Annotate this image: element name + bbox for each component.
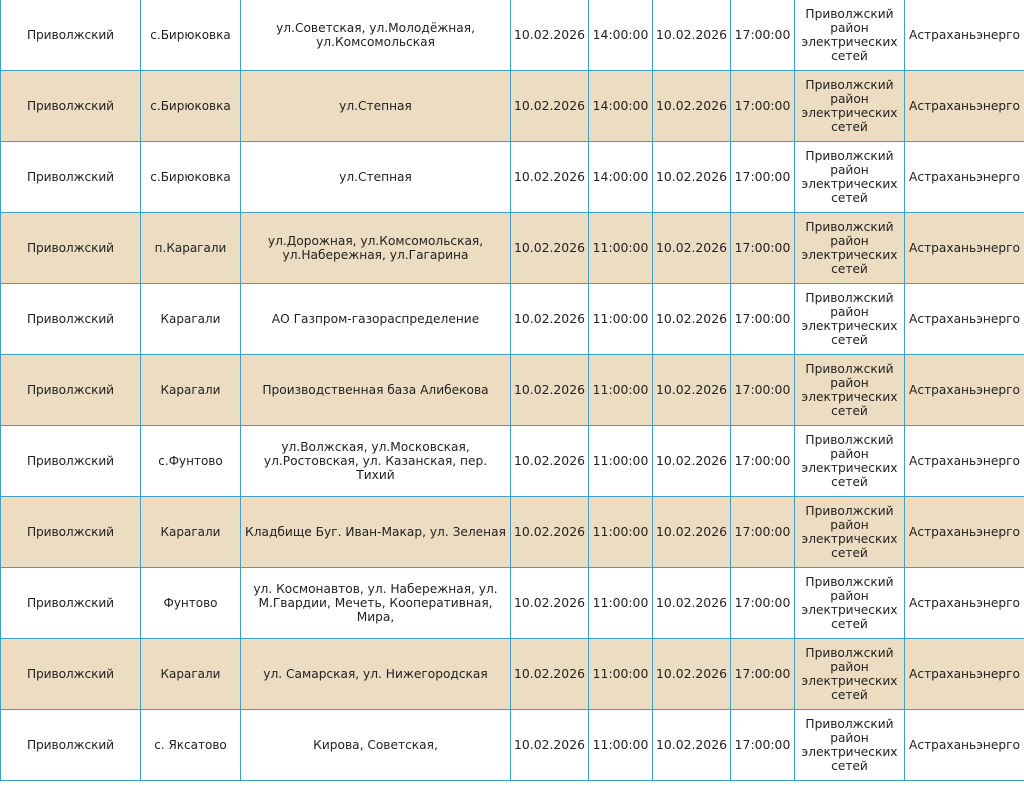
company-cell: Астраханьэнерго bbox=[905, 213, 1024, 284]
end-date-cell: 10.02.2026 bbox=[653, 639, 731, 710]
table-row bbox=[1, 0, 1024, 71]
end-time-cell: 17:00:00 bbox=[731, 0, 795, 71]
start-date-cell: 10.02.2026 bbox=[511, 0, 589, 71]
end-date-cell: 10.02.2026 bbox=[653, 355, 731, 426]
company-cell: Астраханьэнерго bbox=[905, 71, 1024, 142]
start-date-cell: 10.02.2026 bbox=[511, 355, 589, 426]
settlement-cell: с. Яксатово bbox=[141, 710, 241, 781]
end-time-cell: 17:00:00 bbox=[731, 639, 795, 710]
end-time-cell: 17:00:00 bbox=[731, 71, 795, 142]
start-date-cell: 10.02.2026 bbox=[511, 710, 589, 781]
organization-cell: Приволжский район электрических сетей bbox=[795, 426, 905, 497]
table-row bbox=[1, 710, 1024, 781]
table-row bbox=[1, 71, 1024, 142]
company-cell: Астраханьэнерго bbox=[905, 710, 1024, 781]
district-cell: Приволжский bbox=[1, 0, 141, 71]
end-date-cell: 10.02.2026 bbox=[653, 213, 731, 284]
end-time-cell: 17:00:00 bbox=[731, 284, 795, 355]
organization-cell: Приволжский район электрических сетей bbox=[795, 568, 905, 639]
end-date-cell: 10.02.2026 bbox=[653, 71, 731, 142]
table-row bbox=[1, 142, 1024, 213]
table-row bbox=[1, 355, 1024, 426]
district-cell: Приволжский bbox=[1, 426, 141, 497]
end-date-cell: 10.02.2026 bbox=[653, 284, 731, 355]
streets-cell: ул.Волжская, ул.Московская, ул.Ростовская, ул. Казанская, пер. Тихий bbox=[241, 426, 511, 497]
end-time-cell: 17:00:00 bbox=[731, 426, 795, 497]
start-time-cell: 14:00:00 bbox=[589, 0, 653, 71]
end-date-cell: 10.02.2026 bbox=[653, 497, 731, 568]
organization-cell: Приволжский район электрических сетей bbox=[795, 639, 905, 710]
streets-cell: АО Газпром-газораспределение bbox=[241, 284, 511, 355]
district-cell: Приволжский bbox=[1, 639, 141, 710]
start-date-cell: 10.02.2026 bbox=[511, 639, 589, 710]
table-row bbox=[1, 497, 1024, 568]
district-cell: Приволжский bbox=[1, 497, 141, 568]
organization-cell: Приволжский район электрических сетей bbox=[795, 710, 905, 781]
end-time-cell: 17:00:00 bbox=[731, 355, 795, 426]
company-cell: Астраханьэнерго bbox=[905, 284, 1024, 355]
start-time-cell: 11:00:00 bbox=[589, 568, 653, 639]
table-row bbox=[1, 284, 1024, 355]
streets-cell: ул. Самарская, ул. Нижегородская bbox=[241, 639, 511, 710]
start-date-cell: 10.02.2026 bbox=[511, 426, 589, 497]
district-cell: Приволжский bbox=[1, 355, 141, 426]
start-time-cell: 11:00:00 bbox=[589, 213, 653, 284]
district-cell: Приволжский bbox=[1, 568, 141, 639]
company-cell: Астраханьэнерго bbox=[905, 0, 1024, 71]
table-row bbox=[1, 639, 1024, 710]
organization-cell: Приволжский район электрических сетей bbox=[795, 284, 905, 355]
start-date-cell: 10.02.2026 bbox=[511, 568, 589, 639]
end-date-cell: 10.02.2026 bbox=[653, 568, 731, 639]
company-cell: Астраханьэнерго bbox=[905, 497, 1024, 568]
settlement-cell: Фунтово bbox=[141, 568, 241, 639]
table-row bbox=[1, 568, 1024, 639]
company-cell: Астраханьэнерго bbox=[905, 568, 1024, 639]
start-time-cell: 11:00:00 bbox=[589, 710, 653, 781]
company-cell: Астраханьэнерго bbox=[905, 426, 1024, 497]
start-time-cell: 11:00:00 bbox=[589, 639, 653, 710]
streets-cell: Кирова, Советская, bbox=[241, 710, 511, 781]
streets-cell: Производственная база Алибекова bbox=[241, 355, 511, 426]
district-cell: Приволжский bbox=[1, 710, 141, 781]
start-date-cell: 10.02.2026 bbox=[511, 213, 589, 284]
start-time-cell: 11:00:00 bbox=[589, 497, 653, 568]
organization-cell: Приволжский район электрических сетей bbox=[795, 142, 905, 213]
start-time-cell: 11:00:00 bbox=[589, 284, 653, 355]
district-cell: Приволжский bbox=[1, 213, 141, 284]
settlement-cell: с.Бирюковка bbox=[141, 0, 241, 71]
streets-cell: ул.Советская, ул.Молодёжная, ул.Комсомольская bbox=[241, 0, 511, 71]
table-row bbox=[1, 426, 1024, 497]
organization-cell: Приволжский район электрических сетей bbox=[795, 355, 905, 426]
start-time-cell: 14:00:00 bbox=[589, 142, 653, 213]
streets-cell: ул.Степная bbox=[241, 71, 511, 142]
end-time-cell: 17:00:00 bbox=[731, 497, 795, 568]
organization-cell: Приволжский район электрических сетей bbox=[795, 213, 905, 284]
company-cell: Астраханьэнерго bbox=[905, 355, 1024, 426]
settlement-cell: Карагали bbox=[141, 284, 241, 355]
end-date-cell: 10.02.2026 bbox=[653, 0, 731, 71]
end-time-cell: 17:00:00 bbox=[731, 142, 795, 213]
end-date-cell: 10.02.2026 bbox=[653, 710, 731, 781]
streets-cell: ул.Степная bbox=[241, 142, 511, 213]
settlement-cell: с.Бирюковка bbox=[141, 71, 241, 142]
start-date-cell: 10.02.2026 bbox=[511, 497, 589, 568]
table-row bbox=[1, 213, 1024, 284]
end-time-cell: 17:00:00 bbox=[731, 568, 795, 639]
settlement-cell: с.Фунтово bbox=[141, 426, 241, 497]
district-cell: Приволжский bbox=[1, 284, 141, 355]
district-cell: Приволжский bbox=[1, 142, 141, 213]
streets-cell: ул.Дорожная, ул.Комсомольская, ул.Набережная, ул.Гагарина bbox=[241, 213, 511, 284]
settlement-cell: Карагали bbox=[141, 497, 241, 568]
start-time-cell: 14:00:00 bbox=[589, 71, 653, 142]
end-date-cell: 10.02.2026 bbox=[653, 142, 731, 213]
company-cell: Астраханьэнерго bbox=[905, 142, 1024, 213]
end-time-cell: 17:00:00 bbox=[731, 710, 795, 781]
start-time-cell: 11:00:00 bbox=[589, 426, 653, 497]
settlement-cell: с.Бирюковка bbox=[141, 142, 241, 213]
settlement-cell: Карагали bbox=[141, 355, 241, 426]
start-time-cell: 11:00:00 bbox=[589, 355, 653, 426]
start-date-cell: 10.02.2026 bbox=[511, 284, 589, 355]
district-cell: Приволжский bbox=[1, 71, 141, 142]
end-time-cell: 17:00:00 bbox=[731, 213, 795, 284]
organization-cell: Приволжский район электрических сетей bbox=[795, 0, 905, 71]
organization-cell: Приволжский район электрических сетей bbox=[795, 71, 905, 142]
streets-cell: Кладбище Буг. Иван-Макар, ул. Зеленая bbox=[241, 497, 511, 568]
organization-cell: Приволжский район электрических сетей bbox=[795, 497, 905, 568]
company-cell: Астраханьэнерго bbox=[905, 639, 1024, 710]
streets-cell: ул. Космонавтов, ул. Набережная, ул. М.Гвардии, Мечеть, Кооперативная, Мира, bbox=[241, 568, 511, 639]
settlement-cell: п.Карагали bbox=[141, 213, 241, 284]
end-date-cell: 10.02.2026 bbox=[653, 426, 731, 497]
start-date-cell: 10.02.2026 bbox=[511, 71, 589, 142]
settlement-cell: Карагали bbox=[141, 639, 241, 710]
start-date-cell: 10.02.2026 bbox=[511, 142, 589, 213]
